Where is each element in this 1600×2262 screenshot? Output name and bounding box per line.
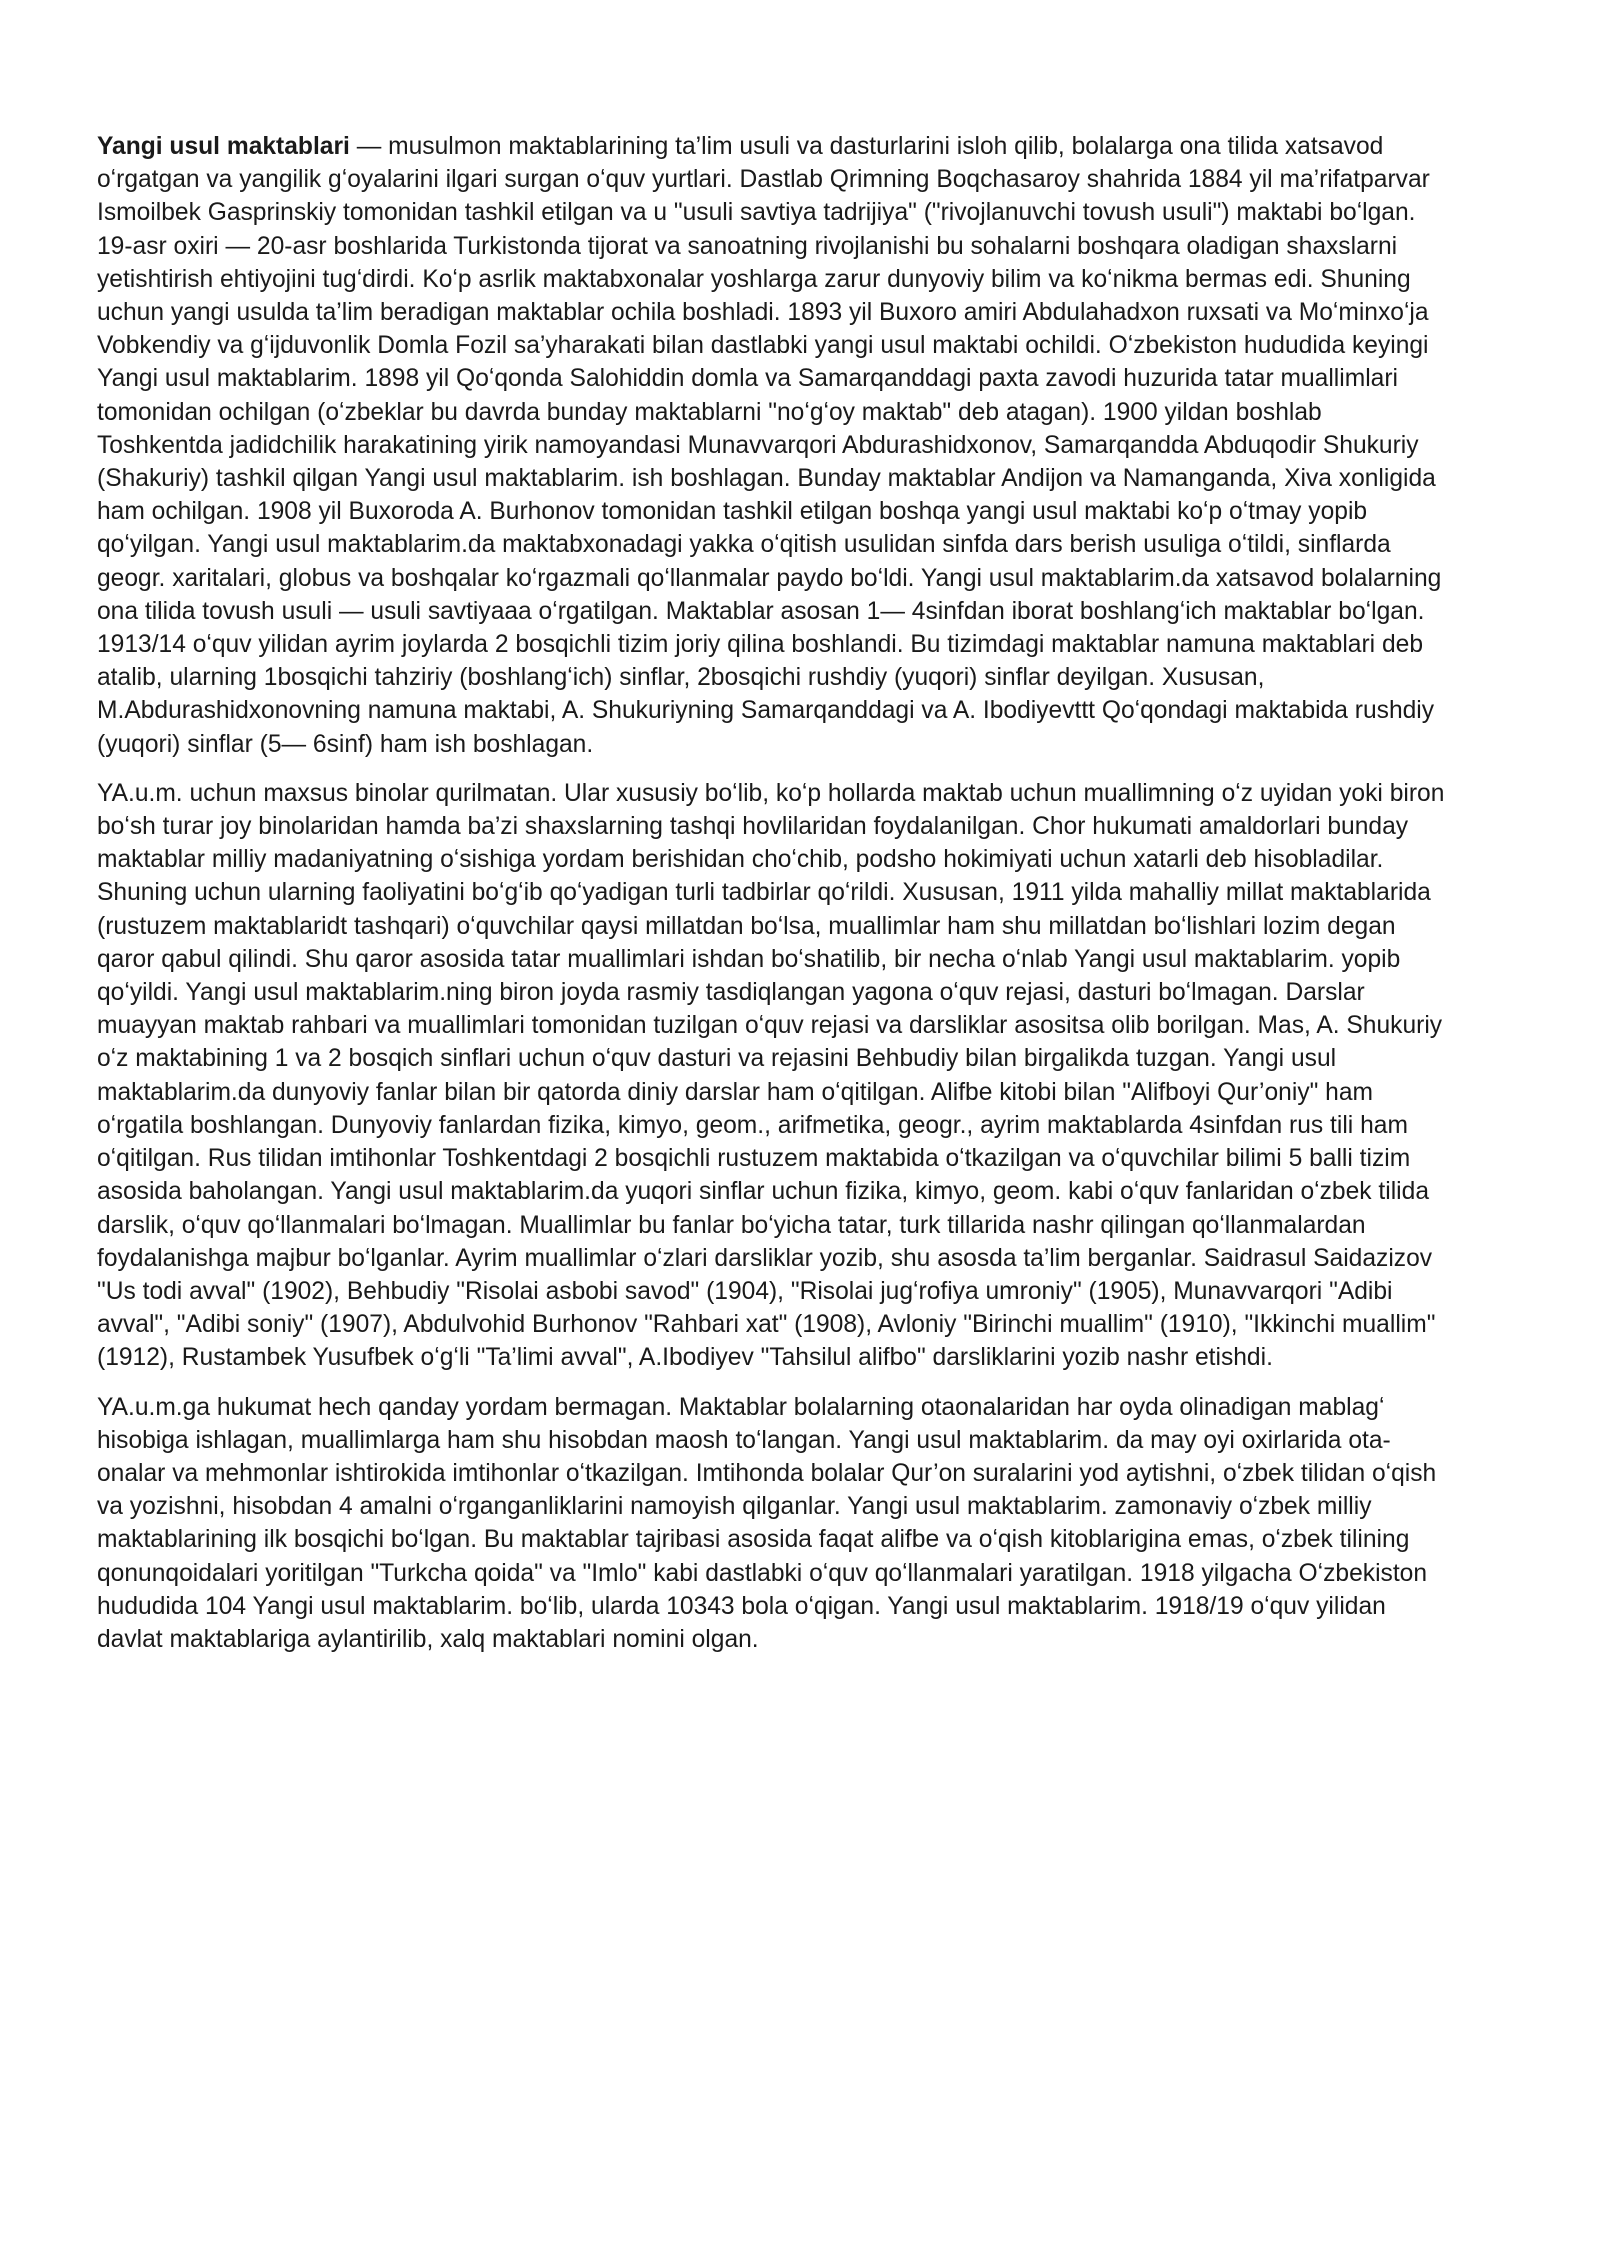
paragraph-3: YA.u.m.ga hukumat hech qanday yordam bermagan. Maktablar bolalarning otaonalaridan har oyda olinadigan mablagʻ hisobiga ishlagan, muallimlarga ham shu hisobdan maosh toʻlangan. Yangi usul maktablarim. da may oyi oxirlarida ota-onalar va mehmonlar ishtirokida imtihonlar oʻtkazilgan. Imtihonda bolalar Qur’on suralarini yod aytishni, oʻzbek tilidan oʻqish va yozishni, hisobdan 4 amalni oʻrganganliklarini namoyish qilganlar. Yangi usul maktablarim. zamonaviy oʻzbek milliy maktablarining ilk bosqichi boʻlgan. Bu maktablar tajribasi asosida faqat alifbe va oʻqish kitoblarigina emas, oʻzbek tilining qonunqoidalari yoritilgan "Turkcha qoida" va "Imlo" kabi dastlabki oʻquv qoʻllanmalari yaratilgan. 1918 yilgacha Oʻzbekiston hududida 104 Yangi usul maktablarim. boʻlib, ularda 10343 bola oʻqigan. Yangi usul maktablarim. 1918/19 oʻquv yilidan davlat maktablariga aylantirilib, xalq maktablari nomini olgan.	[97, 1393, 1437, 1653]
paragraph-1	[97, 130, 1450, 761]
paragraph-1-text: — musulmon maktablarining ta’lim usuli va dasturlarini isloh qilib, bolalarga ona tilida xatsavod oʻrgatgan va yangilik gʻoyalarini ilgari surgan oʻquv yurtlari. Dastlab Qrimning Boqchasaroy shahrida 1884 yil ma’rifatparvar Ismoilbek Gasprinskiy tomonidan tashkil etilgan va u "usuli savtiya tadrijiya" ("rivojlanuvchi tovush usuli") maktabi boʻlgan. 19-asr oxiri — 20-asr boshlarida Turkistonda tijorat va sanoatning rivojlanishi bu sohalarni boshqara oladigan shaxslarni yetishtirish ehtiyojini tugʻdirdi. Koʻp asrlik maktabxonalar yoshlarga zarur dunyoviy bilim va koʻnikma bermas edi. Shuning uchun yangi usulda ta’lim beradigan maktablar ochila boshladi. 1893 yil Buxoro amiri Abdulahadxon ruxsati va Moʻminxoʻja Vobkendiy va gʻijduvonlik Domla Fozil sa’yharakati bilan dastlabki yangi usul maktabi ochildi. Oʻzbekiston hududida keyingi Yangi usul maktablarim. 1898 yil Qoʻqonda Salohiddin domla va Samarqanddagi paxta zavodi huzurida tatar muallimlari tomonidan ochilgan (oʻzbeklar bu davrda bunday maktablarni "noʻgʻoy maktab" deb atagan). 1900 yildan boshlab Toshkentda jadidchilik harakatining yirik namoyandasi Munavvarqori Abdurashidxonov, Samarqandda Abduqodir Shukuriy (Shakuriy) tashkil qilgan Yangi usul maktablarim. ish boshlagan. Bunday maktablar Andijon va Namanganda, Xiva xonligida ham ochilgan. 1908 yil Buxoroda A. Burhonov tomonidan tashkil etilgan boshqa yangi usul maktabi koʻp oʻtmay yopib qoʻyilgan. Yangi usul maktablarim.da maktabxonadagi yakka oʻqitish usulidan sinfda dars berish usuliga oʻtildi, sinflarda geogr. xaritalari, globus va boshqalar koʻrgazmali qoʻllanmalar paydo boʻldi. Yangi usul maktablarim.da xatsavod bolalarning ona tilida tovush usuli — usuli savtiyaaa oʻrgatilgan. Maktablar asosan 1— 4sinfdan iborat boshlangʻich maktablar boʻlgan. 1913/14 oʻquv yilidan ayrim joylarda 2 bosqichli tizim joriy qilina boshlandi. Bu tizimdagi maktablar namuna maktablari deb atalib, ularning 1bosqichi tahziriy (boshlangʻich) sinflar, 2bosqichi rushdiy (yuqori) sinflar deyilgan. Xususan, M.Abdurashidxonovning namuna maktabi, A. Shukuriyning Samarqanddagi va A. Ibodiyevttt Qoʻqondagi maktabida rushdiy (yuqori) sinflar (5— 6sinf) ham ish boshlagan.	[97, 133, 1442, 758]
paragraph-2: YA.u.m. uchun maxsus binolar qurilmatan. Ular xususiy boʻlib, koʻp hollarda maktab uchun muallimning oʻz uyidan yoki biron boʻsh turar joy binolaridan hamda ba’zi shaxslarning tashqi hovlilaridan foydalanilgan. Chor hukumati amaldorlari bunday maktablar milliy madaniyatning oʻsishiga yordam berishidan choʻchib, podsho hokimiyati uchun xatarli deb hisobladilar. Shuning uchun ularning faoliyatini boʻgʻib qoʻyadigan turli tadbirlar qoʻrildi. Xususan, 1911 yilda mahalliy millat maktablarida (rustuzem maktablaridt tashqari) oʻquvchilar qaysi millatdan boʻlsa, muallimlar ham shu millatdan boʻlishlari lozim degan qaror qabul qilindi. Shu qaror asosida tatar muallimlari ishdan boʻshatilib, bir necha oʻnlab Yangi usul maktablarim. yopib qoʻyildi. Yangi usul maktablarim.ning biron joyda rasmiy tasdiqlangan yagona oʻquv rejasi, dasturi boʻlmagan. Darslar muayyan maktab rahbari va muallimlari tomonidan tuzilgan oʻquv rejasi va darsliklar asositsa olib borilgan. Mas, A. Shukuriy oʻz maktabining 1 va 2 bosqich sinflari uchun oʻquv dasturi va rejasini Behbudiy bilan birgalikda tuzgan. Yangi usul maktablarim.da dunyoviy fanlar bilan bir qatorda diniy darslar ham oʻqitilgan. Alifbe kitobi bilan "Alifboyi Qur’oniy" ham oʻrgatila boshlangan. Dunyoviy fanlardan fizika, kimyo, geom., arifmetika, geogr., ayrim maktablarda 4sinfdan rus tili ham oʻqitilgan. Rus tilidan imtihonlar Toshkentdagi 2 bosqichli rustuzem maktabida oʻtkazilgan va oʻquvchilar bilimi 5 balli tizim asosida baholangan. Yangi usul maktablarim.da yuqori sinflar uchun fizika, kimyo, geom. kabi oʻquv fanlaridan oʻzbek tilida darslik, oʻquv qoʻllanmalari boʻlmagan. Muallimlar bu fanlar boʻyicha tatar, turk tillarida nashr qilingan qoʻllanmalardan foydalanishga majbur boʻlganlar. Ayrim muallimlar oʻzlari darsliklar yozib, shu asosda ta’lim berganlar. Saidrasul Saidazizov "Us todi avval" (1902), Behbudiy "Risolai asbobi savod" (1904), "Risolai jugʻrofiya umroniy" (1905), Munavvarqori "Adibi avval", "Adibi soniy" (1907), Abdulvohid Burhonov "Rahbari xat" (1908), Avloniy "Birinchi muallim" (1910), "Ikkinchi muallim" (1912), Rustambek Yusufbek oʻgʻli "Ta’limi avval", A.Ibodiyev "Tahsilul alifbo" darsliklarini yozib nashr etishdi.	[97, 779, 1445, 1372]
article-term: Yangi usul maktablari	[97, 133, 350, 160]
article-body	[97, 130, 1450, 1656]
